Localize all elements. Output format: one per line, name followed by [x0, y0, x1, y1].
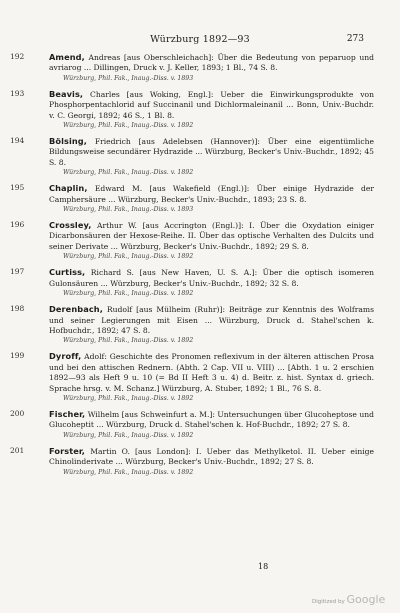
dissertation-note: Würzburg, Phil. Fak., Inaug.-Diss. v. 1892 [63, 253, 194, 261]
entry-description: Richard S. [aus New Haven, U. S. A.]: Über die optisch isomeren Gulonsäuren ... Würzburg, Becker's Univ.-Buchdr., 1892; 32 S. 8. [49, 268, 374, 288]
signature-mark: 18 [258, 562, 269, 571]
entry-description: Martin O. [aus London]: I. Ueber das Methylketol. II. Ueber einige Chinolinderivate ... Würzburg, Becker's Univ.-Buchdr., 1892; 27 S. 8. [49, 446, 374, 467]
author-name: Fischer, [49, 408, 86, 419]
bibliography-entry [0, 409, 400, 440]
bibliography-entry [0, 446, 400, 477]
digitized-watermark [312, 593, 385, 606]
entry-description: Rudolf [aus Mülheim (Ruhr)]: Beiträge zur Kenntnis des Wolframs und seiner Legierungen mit Eisen ... Würzburg, Druck d. Stahel'schen k. Hofbuchdr., 1892; 47 S. 8. [49, 305, 374, 335]
entry-description: Andreas [aus Oberschleichach]: Über die Bedeutung von peparuop und avriarog ... Dillingen, Druck v. J. Keller, 1893; 1 Bl., 74 S. 8. [49, 53, 374, 73]
dissertation-note: Würzburg, Phil. Fak., Inaug.-Diss. v. 1892 [63, 290, 194, 298]
dissertation-note: Würzburg, Phil. Fak., Inaug.-Diss. v. 1893 [63, 206, 194, 214]
dissertation-note: Würzburg, Phil. Fak., Inaug.-Diss. v. 1892 [63, 169, 194, 177]
entry-text [49, 136, 374, 168]
dissertation-note: Würzburg, Phil. Fak., Inaug.-Diss. v. 1892 [63, 122, 194, 130]
entry-text [49, 304, 374, 336]
dissertation-note: Würzburg, Phil. Fak., Inaug.-Diss. v. 1892 [63, 337, 194, 345]
entry-number: 193 [10, 88, 25, 98]
entry-number: 198 [10, 304, 25, 314]
entry-text [49, 52, 374, 74]
entry-text [49, 446, 374, 468]
entry-number: 201 [10, 445, 25, 455]
entry-text [49, 183, 374, 205]
author-name: Forster, [49, 445, 86, 456]
entry-list [0, 52, 400, 483]
page-number: 273 [346, 34, 364, 44]
author-name: Amend, [49, 52, 85, 62]
entry-text [49, 351, 374, 394]
entry-number: 194 [10, 136, 25, 146]
author-name: Chaplin, [49, 183, 88, 194]
author-name: Dyroff, [49, 351, 82, 362]
entry-text [49, 89, 374, 121]
bibliography-entry [0, 89, 400, 130]
bibliography-entry [0, 136, 400, 177]
entry-description: Wilhelm [aus Schweinfurt a. M.]: Untersuchungen über Glucoheptose und Glucoheptit ... Würzburg, Druck d. Stahel'schen k. Hof-Buchdr., 1892; 27 S. 8. [49, 409, 374, 430]
author-name: Bölsing, [49, 136, 87, 147]
google-logo: Google [346, 593, 386, 606]
author-name: Crossley, [49, 220, 92, 231]
watermark-prefix: Digitized by [312, 599, 345, 605]
bibliography-entry [0, 351, 400, 403]
entry-description: Adolf: Geschichte des Pronomen reflexivum in der älteren attischen Prosa und bei den attischen Rednern. (Abth. 2 Cap. VII u. VIII) ... [Abth. 1 u. 2 erschien 1892—93 als Heft 9 u. 10 (= Bd II Heft 3 u. 4) d. Beitr. z. hist. Syntax d. griech. Sprache hrsg. v. M. Schanz.] Würzburg, A. Stuber, 1892; 1 Bl., 76 S. 8. [49, 352, 374, 393]
entry-number: 199 [10, 351, 25, 361]
running-header [0, 34, 400, 48]
author-name: Derenbach, [49, 304, 103, 315]
entry-text [49, 409, 374, 431]
bibliography-entry [0, 304, 400, 345]
bibliography-entry [0, 52, 400, 83]
entry-description: Charles [aus Woking, Engl.]: Ueber die Einwirkungsprodukte von Phosphorpentachlorid auf Succinanil und Dichlormaleinanil ... Bonn, Univ.-Buchdr. v. C. Georgi, 1892; 46 S., 1 Bl. 8. [49, 89, 374, 120]
author-name: Beavis, [49, 88, 84, 99]
entry-description: Arthur W. [aus Accrington (Engl.)]: I. Über die Oxydation einiger Dicarbonsäuren der Hexose-Reihe. II. Über das optische Verhalten des Dulcits und seiner Derivate ... Würzburg, Becker's Univ.-Buchdr., 1892; 29 S. 8. [49, 221, 374, 251]
entry-text [49, 220, 374, 252]
entry-number: 192 [10, 52, 25, 61]
entry-text [49, 267, 374, 289]
entry-number: 200 [10, 408, 25, 418]
bibliography-entry [0, 183, 400, 214]
dissertation-note: Würzburg, Phil. Fak., Inaug.-Diss. v. 1892 [63, 431, 194, 439]
bibliography-entry [0, 220, 400, 261]
dissertation-note: Würzburg, Phil. Fak., Inaug.-Diss. v. 1892 [63, 394, 194, 402]
entry-number: 195 [10, 183, 25, 193]
entry-number: 196 [10, 220, 25, 230]
running-title: Würzburg 1892—93 [150, 34, 250, 45]
bibliography-entry [0, 267, 400, 298]
dissertation-note: Würzburg, Phil. Fak., Inaug.-Diss. v. 1893 [63, 74, 194, 82]
entry-description: Friedrich [aus Adelebsen (Hannover)]: Über eine eigentümliche Bildungsweise secundärer Hydrazide ... Würzburg, Becker's Univ.-Buchdr., 1892; 45 S. 8. [49, 137, 374, 167]
entry-description: Edward M. [aus Wakefield (Engl.)]: Über einige Hydrazide der Camphersäure ... Würzburg, Becker's Univ.-Buchdr., 1893; 23 S. 8. [49, 184, 374, 204]
dissertation-note: Würzburg, Phil. Fak., Inaug.-Diss. v. 1892 [63, 468, 194, 476]
author-name: Curtiss, [49, 267, 86, 278]
entry-number: 197 [10, 267, 25, 277]
